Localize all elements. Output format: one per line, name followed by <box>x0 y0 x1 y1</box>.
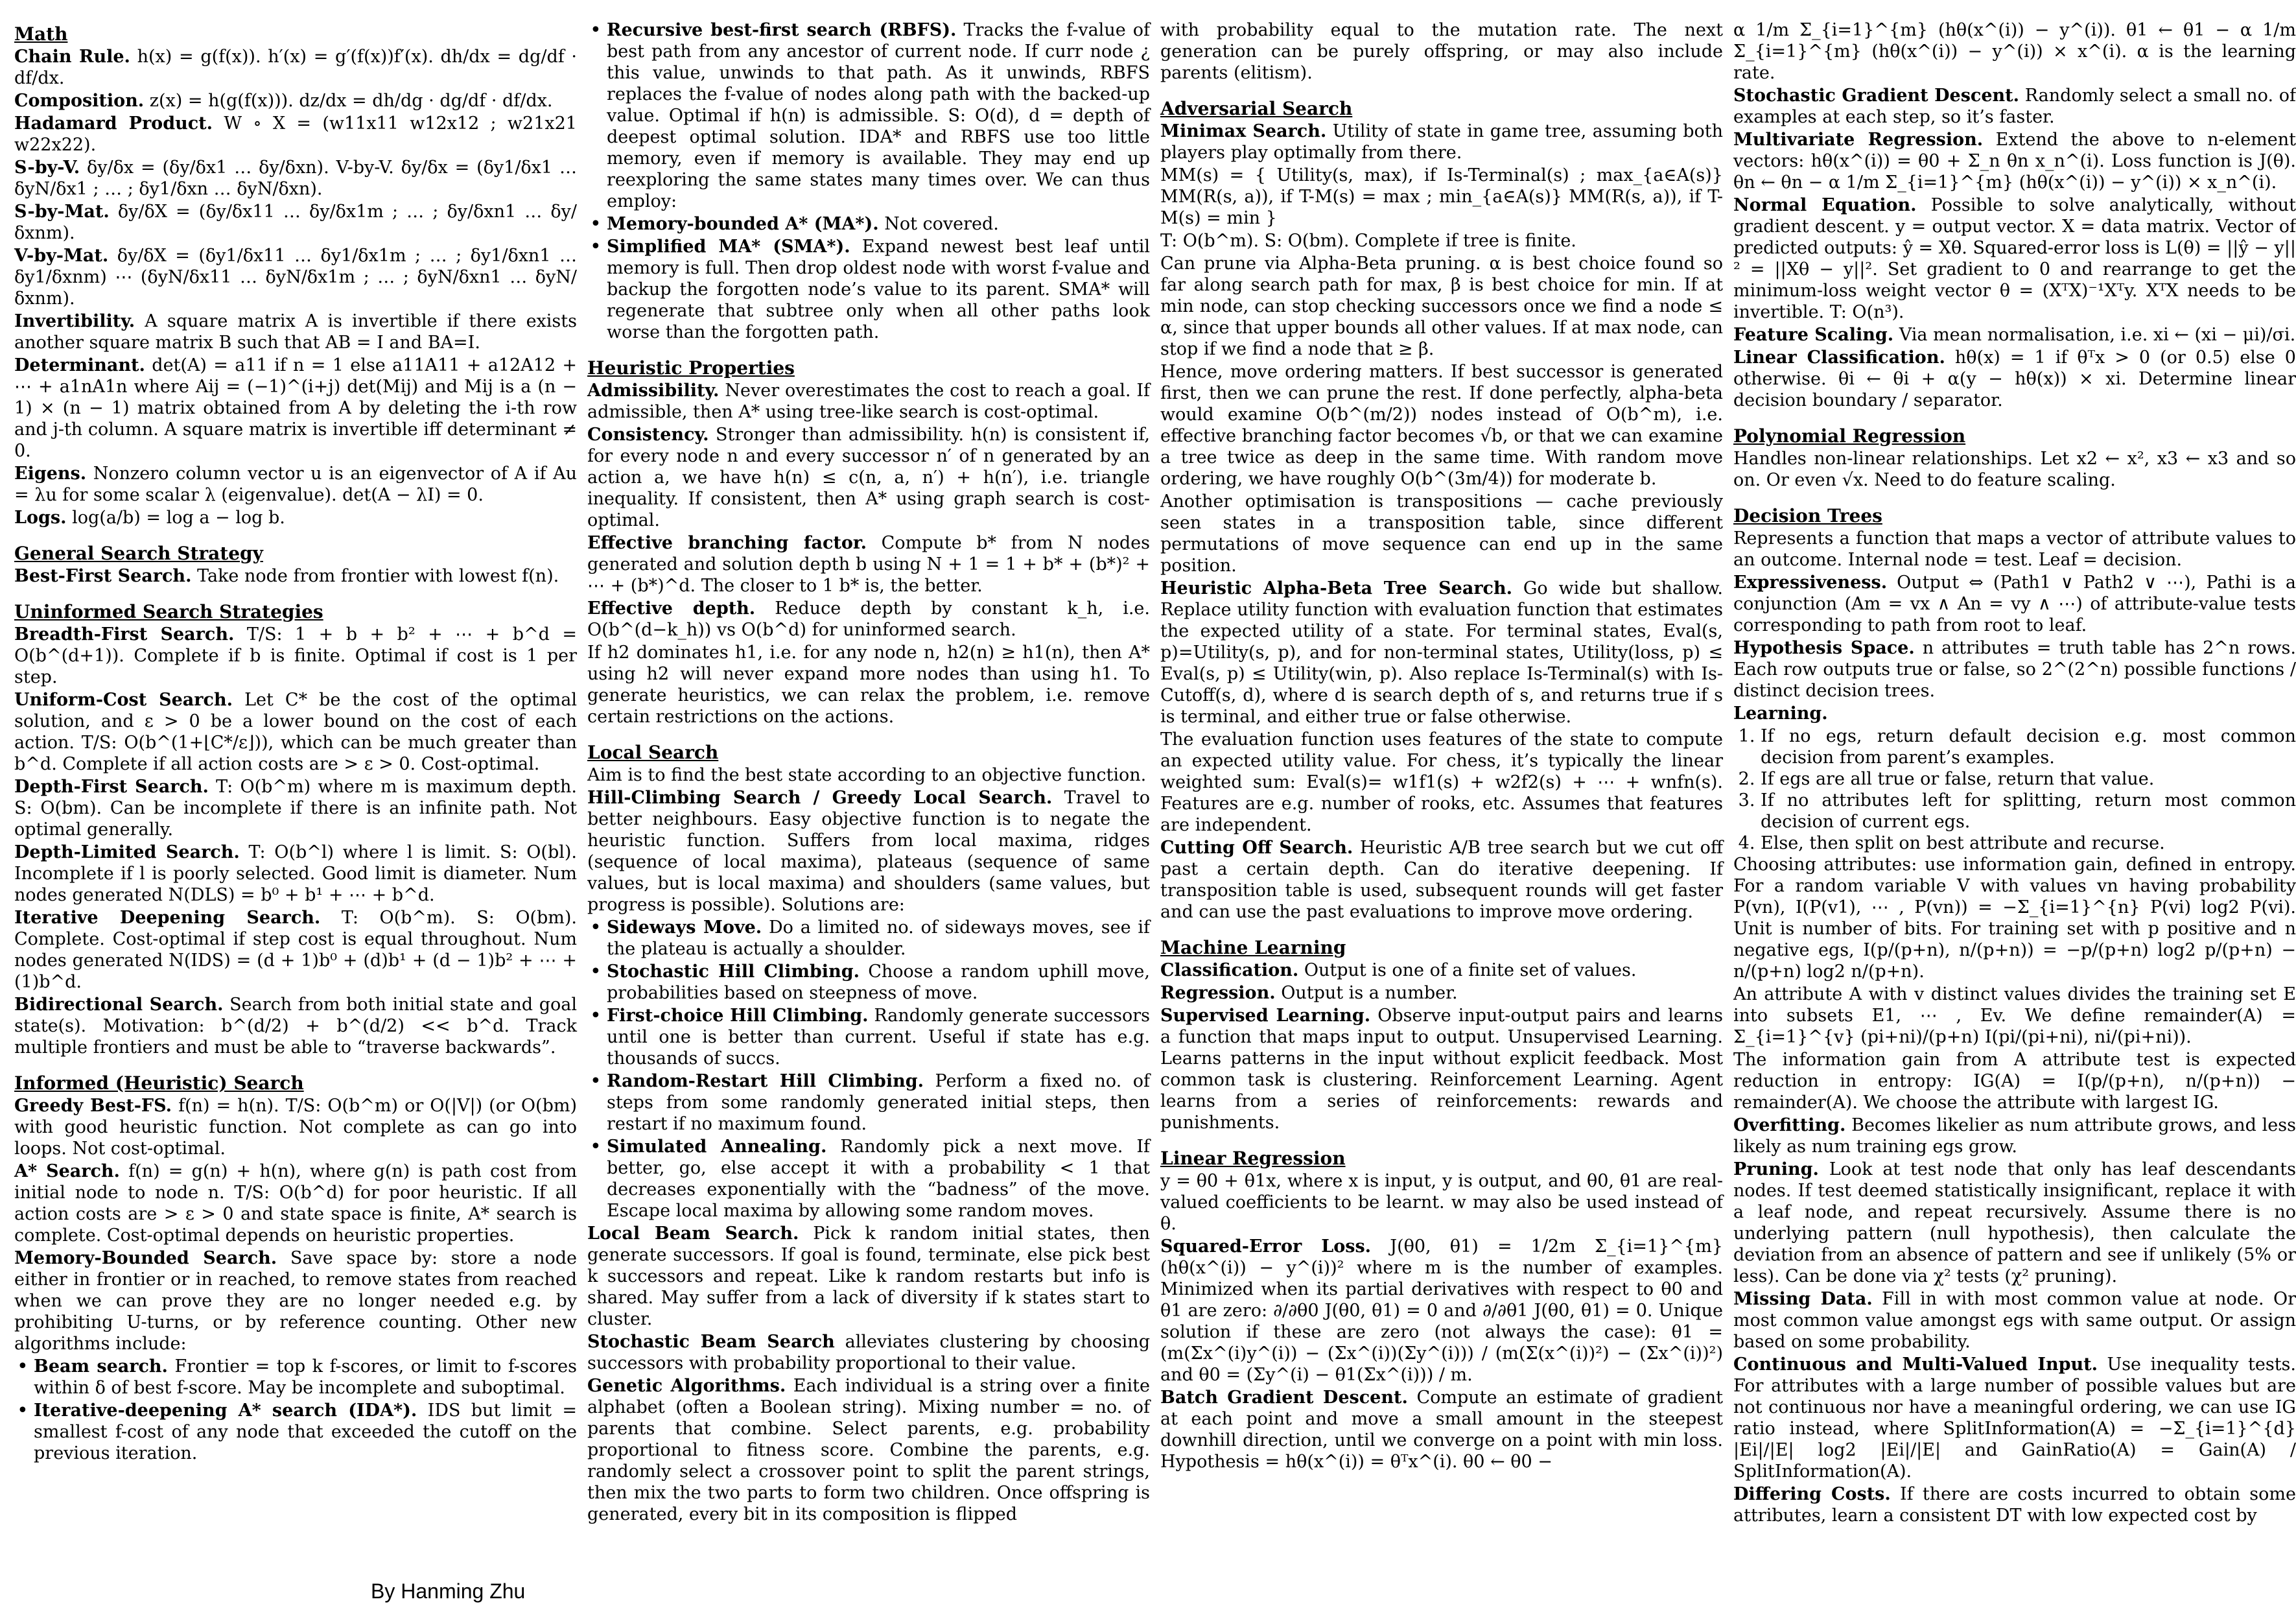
entry-body: δy/δX = (δy1/δx11 … δy1/δx1m ; … ; δy1/δxn1 … δy1/δxnm) ⋯ (δyN/δx11 … δyN/δx1m ; … ; δyN/δxn1 … δyN/δxnm). <box>14 246 577 309</box>
entry <box>1733 572 2296 636</box>
bullet-term: Memory-bounded A* (MA*). <box>607 214 879 234</box>
bullet-body: Tracks the f-value of best path from any ancestor of current node. If curr node ¿ this value, unwinds to that path. As it unwinds, RBFS replaces the f-value of nodes along path with the backed-up value. Optimal if h(n) is admissible. S: O(d), d = depth of deepest optimal solution. IDA* and RBFS use too little memory, even if memory is available. They may end up reexploring the same states many times over. We can thus employ: <box>607 20 1151 211</box>
entry-body: T: O(b^m). S: O(bm). Complete if tree is finite. <box>1160 231 1576 251</box>
entry-term: Feature Scaling. <box>1733 325 1894 345</box>
entry <box>587 764 1150 786</box>
entry-body: Never overestimates the cost to reach a goal. If admissible, then A* using tree-like search is cost-optimal. <box>587 381 1150 422</box>
section-heading: Local Search <box>587 742 719 763</box>
entry <box>1160 491 1723 576</box>
entry <box>14 113 577 156</box>
entry <box>14 46 577 89</box>
bullet-body: Frontier = top k f-scores, or limit to f-scores within δ of best f-score. May be incomplete and suboptimal. <box>34 1356 577 1398</box>
entry <box>1733 19 2296 84</box>
bullet-body: Perform a fixed no. of steps from some randomly generated initial steps, then restart if no maximum found. <box>607 1071 1150 1134</box>
entry <box>1160 230 1723 252</box>
numbered-step: 4. Else, then split on best attribute and recurse. <box>1761 833 2296 854</box>
entry-term: Uniform-Cost Search. <box>14 690 233 710</box>
bullet-item <box>607 917 1150 960</box>
entry-body: Pick k random initial states, then generate successors. If goal is found, terminate, else pick best k successors and repeat. Like k random restarts but info is shared. May suffer from a lack of diversity if k states start to cluster. <box>587 1224 1150 1329</box>
entry <box>1160 1236 1723 1386</box>
entry-body: alleviates clustering by choosing successors with probability proportional to their value. <box>587 1332 1150 1373</box>
entry-body: T: O(b^l) where l is limit. S: O(bl). Incomplete if l is poorly selected. Good limit is diameter. Num nodes generated N(DLS) = b⁰ + b¹ + ⋯ + b^d. <box>14 842 577 905</box>
entry <box>1160 361 1723 490</box>
entry-term: Local Beam Search. <box>587 1224 799 1244</box>
entry-body: Take node from frontier with lowest f(n). <box>197 566 559 586</box>
entry-body: Observe input-output pairs and learns a function that maps input to output. Unsupervised Learning. Learns patterns in the input without explicit feedback. Most common task is clustering. Reinforcement Learning. Agent learns from a series of reinforcements: rewards and punishments. <box>1160 1006 1723 1133</box>
bullet-item <box>607 1005 1150 1069</box>
entry-term: Stochastic Gradient Descent. <box>1733 86 2020 106</box>
entry-body: n attributes = truth table has 2^n rows. Each row outputs true or false, so 2^(2^n) possible functions / distinct decision trees. <box>1733 638 2296 701</box>
entry <box>14 994 577 1058</box>
bullet-item <box>607 1136 1150 1222</box>
entry <box>1733 347 2296 411</box>
entry-body: MM(s) = { Utility(s, max), if Is-Terminal(s) ; max_{a∈A(s)} MM(R(s, a)), if T-M(s) = max ; min_{a∈A(s)} MM(R(s, a)), if T-M(s) = min } <box>1160 165 1723 228</box>
section-heading: Heuristic Properties <box>587 357 795 379</box>
entry <box>1733 448 2296 491</box>
entry-body: Extend the above to n-element vectors: hθ(x^(i)) = θ0 + Σ_n θn x_n^(i). Loss function is J(θ). θn ← θn − α 1/m Σ_{i=1}^{m} (hθ(x^(i)) − y^(i)) × x_n^(i). <box>1733 130 2296 193</box>
entry-body: W ∘ X = (w11x11 w12x12 ; w21x21 w22x22). <box>14 113 577 155</box>
entry <box>14 624 577 688</box>
column-4 <box>1733 19 2296 1595</box>
section-heading: Decision Trees <box>1733 505 1882 526</box>
entry-body: Another optimisation is transpositions — cache previously seen states in a transposition table, since different permutations of move sequence can end up in the same position. <box>1160 491 1723 576</box>
bullet-term: Simplified MA* (SMA*). <box>607 237 850 257</box>
entry-body: Each individual is a string over a finite alphabet (often a Boolean string). Mixing number = no. of parents that combine. Select parents, e.g. probability proportional to fitness score. Combine the parents, e.g. randomly select a crossover point to split the parent strings, then mix the two parts to form two children. Once offspring is generated, every bit in its composition is flipped <box>587 1376 1150 1524</box>
entry <box>1160 1005 1723 1133</box>
entry-term: Iterative Deepening Search. <box>14 908 321 928</box>
entry-term: V-by-Mat. <box>14 246 109 266</box>
bullet-term: Sideways Move. <box>607 917 762 938</box>
section-heading: Machine Learning <box>1160 937 1346 958</box>
entry-body: f(n) = h(n). T/S: O(b^m) or O(|V|) (or O(bm) with good heuristic function. Not complete as can go into loops. Not cost-optimal. <box>14 1096 577 1159</box>
entry-body: Choosing attributes: use information gain, defined in entropy. For a random variable V with values vn having probability P(vn), I(P(v1), ⋯ , P(vn)) = −Σ_{i=1}^{n} P(vi) log2 P(vi). Unit is number of bits. For training set with p positive and n negative egs, I(p/(p+n), n/(p+n)) = −p/(p+n) log2 p/(p+n) − n/(p+n) log2 n/(p+n). <box>1733 855 2296 982</box>
entry-term: Squared-Error Loss. <box>1160 1236 1372 1257</box>
author-credit: By Hanming Zhu <box>371 1579 526 1603</box>
entry-term: Continuous and Multi-Valued Input. <box>1733 1354 2098 1375</box>
bullet-item <box>607 19 1150 212</box>
entry <box>1160 960 1723 981</box>
entry <box>1733 1049 2296 1113</box>
entry-body: The evaluation function uses features of the state to compute an expected utility value. For chess, it’s typically the linear weighted sum: Eval(s)= w1f1(s) + w2f2(s) + ⋯ + wnfn(s). Features are e.g. number of rooks, etc. Assumes that features are independent. <box>1160 729 1723 835</box>
entry-body: f(n) = g(n) + h(n), where g(n) is path cost from initial node to node n. T/S: O(b^d) for poor heuristic. If all action costs are > ε > 0 and state space is finite, A* search is complete. Cost-optimal depends on heuristic properties. <box>14 1161 577 1246</box>
entry-term: Depth-Limited Search. <box>14 842 240 862</box>
entry-body: Aim is to find the best state according to an objective function. <box>587 765 1147 785</box>
entry-body: An attribute A with v distinct values divides the training set E into subsets E1, ⋯ , Ev. We define remainder(A) = Σ_{i=1}^{v} (pi+ni)/(p+n) I(pi/(pi+ni), ni/(pi+ni)). <box>1733 984 2296 1047</box>
entry-body: Via mean normalisation, i.e. xi ← (xi − μi)/σi. <box>1899 325 2296 345</box>
bullet-body: Expand newest best leaf until memory is full. Then drop oldest node with worst f-value and backup the forgotten node’s value to its parent. SMA* will regenerate that subtree only when all other paths look worse than the forgotten path. <box>607 237 1150 342</box>
entry <box>587 1375 1150 1525</box>
entry <box>1733 129 2296 193</box>
bullet-term: Iterative-deepening A* search (IDA*). <box>34 1401 417 1421</box>
entry-term: S-by-Mat. <box>14 202 110 222</box>
entry <box>587 424 1150 531</box>
numbered-step: 3. If no attributes left for splitting, return most common decision of current egs. <box>1761 790 2296 833</box>
entry-term: Heuristic Alpha-Beta Tree Search. <box>1160 578 1513 598</box>
entry-term: Genetic Algorithms. <box>587 1376 786 1396</box>
entry-term: Bidirectional Search. <box>14 995 224 1015</box>
entry-body: Output is one of a finite set of values. <box>1304 960 1637 980</box>
entry-term: Best-First Search. <box>14 566 192 586</box>
numbered-step: 1. If no egs, return default decision e.g. most common decision from parent’s examples. <box>1761 726 2296 768</box>
entry-term: Composition. <box>14 91 145 111</box>
bullet-term: Simulated Annealing. <box>607 1137 827 1157</box>
bullet-term: Random-Restart Hill Climbing. <box>607 1071 924 1091</box>
section-heading: Polynomial Regression <box>1733 425 1966 447</box>
bullet-term: Recursive best-first search (RBFS). <box>607 20 957 40</box>
entry <box>1733 1115 2296 1157</box>
entry-term: Hypothesis Space. <box>1733 638 1915 658</box>
entry <box>1733 85 2296 128</box>
column-2 <box>587 19 1150 1595</box>
entry <box>14 311 577 353</box>
entry-body: with probability equal to the mutation rate. The next generation can be purely offspring, or may also include parents (elitism). <box>1160 20 1723 83</box>
entry-body: Utility of state in game tree, assuming both players play optimally from there. <box>1160 121 1723 163</box>
numbered-step: 2. If egs are all true or false, return that value. <box>1761 768 2296 790</box>
entry <box>1160 19 1723 84</box>
column-1 <box>14 19 577 1595</box>
entry <box>1733 1354 2296 1482</box>
entry-body: If h2 dominates h1, i.e. for any node n, h2(n) ≥ h1(n), then A* using h2 will never expand more nodes than using h1. To generate heuristics, we can relax the problem, i.e. remove certain restrictions on the actions. <box>587 643 1150 727</box>
entry-term: Missing Data. <box>1733 1289 1873 1309</box>
entry-body: δy/δx = (δy/δx1 … δy/δxn). V-by-V. δy/δx = (δy1/δx1 … δyN/δx1 ; … ; δy1/δxn … δyN/δxn). <box>14 158 577 199</box>
entry-body: Stronger than admissibility. h(n) is consistent if, for every node n and every successor n′ of n generated by an action a, we have h(n) ≤ c(n, a, n′) + h(n′), i.e. triangle inequality. If consistent, then A* using graph search is cost-optimal. <box>587 425 1150 530</box>
entry <box>14 201 577 244</box>
entry-term: Chain Rule. <box>14 47 130 67</box>
entry-body: Search from both initial state and goal state(s). Motivation: b^(d/2) + b^(d/2) << b^d. Track multiple frontiers and must be able to “traverse backwards”. <box>14 995 577 1058</box>
entry-term: Determinant. <box>14 355 145 375</box>
entry <box>1160 982 1723 1004</box>
entry-body: The information gain from A attribute test is expected reduction in entropy: IG(A) = I(p/(p+n), n/(p+n)) − remainder(A). We choose the attribute with largest IG. <box>1733 1050 2296 1113</box>
entry-body: A square matrix A is invertible if there exists another square matrix B such that AB = I and BA=I. <box>14 311 577 353</box>
numbered-list <box>1733 726 2296 854</box>
section-heading: Math <box>14 23 68 45</box>
entry-body: Output ⇔ (Path1 ∨ Path2 ∨ ⋯), Pathi is a conjunction (Am = vx ∧ An = vy ∧ ⋯) of attribute-value tests corresponding to path from root to leaf. <box>1733 573 2296 635</box>
bullet-list <box>587 19 1150 343</box>
bullet-term: Beam search. <box>34 1356 168 1377</box>
entry-body: Becomes likelier as num attribute grows, and less likely as num training egs grow. <box>1733 1115 2296 1157</box>
bullet-item <box>34 1356 577 1399</box>
entry-term: Admissibility. <box>587 381 720 401</box>
entry-term: Minimax Search. <box>1160 121 1327 141</box>
section-heading: Linear Regression <box>1160 1148 1346 1169</box>
entry <box>14 157 577 200</box>
entry-body: If there are costs incurred to obtain some attributes, learn a consistent DT with low expected cost by <box>1733 1484 2296 1526</box>
entry-term: Overfitting. <box>1733 1115 1846 1135</box>
entry <box>14 355 577 462</box>
bullet-item <box>34 1400 577 1464</box>
entry-body: Possible to solve analytically, without gradient descent. y = output vector. X = data matrix. Vector of predicted outputs: ŷ = Xθ. Squared-error loss is L(θ) = ||ŷ − y||² = ||Xθ − y||². Set gradient to 0 and rearrange to get the minimum-loss weight vector θ = (XᵀX)⁻¹Xᵀy. XᵀX needs to be invertible. T: O(n³). <box>1733 195 2296 322</box>
entry-body: α 1/m Σ_{i=1}^{m} (hθ(x^(i)) − y^(i)). θ1 ← θ1 − α 1/m Σ_{i=1}^{m} (hθ(x^(i)) − y^(i)) × x^(i). α is the learning rate. <box>1733 20 2296 83</box>
entry <box>1733 984 2296 1048</box>
entry-body: hθ(x) = 1 if θᵀx > 0 (or 0.5) else 0 otherwise. θi ← θi + α(y − hθ(x)) × xi. Determine linear decision boundary / separator. <box>1733 348 2296 410</box>
entry <box>1733 1288 2296 1353</box>
entry-body: Travel to better neighbours. Easy objective function is to negate the heuristic function. Suffers from local maxima, ridges (sequence of local maxima), plateaus (sequence of same values, but is local maxima) and shoulders (same values, but progress is possible). Solutions are: <box>587 788 1150 915</box>
entry-term: Hadamard Product. <box>14 113 213 134</box>
entry <box>14 842 577 906</box>
bullet-item <box>607 961 1150 1004</box>
entry-body: log(a/b) = log a − log b. <box>72 508 285 528</box>
entry-body: Randomly select a small no. of examples at each step, so it’s faster. <box>1733 86 2296 127</box>
entry-term: Invertibility. <box>14 311 135 331</box>
entry-term: Supervised Learning. <box>1160 1006 1371 1026</box>
bullet-body: Randomly pick a next move. If better, go, else accept it with a probability < 1 that decreases exponentially with the “badness” of the move. Escape local maxima by allowing some random moves. <box>607 1137 1150 1221</box>
entry <box>587 380 1150 423</box>
entry <box>587 787 1150 916</box>
entry <box>1733 195 2296 323</box>
entry-term: Hill-Climbing Search / Greedy Local Search. <box>587 788 1053 808</box>
entry <box>587 532 1150 597</box>
entry-body: Compute an estimate of gradient at each point and move a small amount in the steepest downhill direction, until we converge on a point with min loss. Hypothesis = hθ(x^(i)) = θᵀx^(i). θ0 ← θ0 − <box>1160 1388 1724 1472</box>
entry-term: A* Search. <box>14 1161 120 1181</box>
entry <box>1160 729 1723 836</box>
entry <box>14 565 577 587</box>
entry <box>1160 578 1723 727</box>
entry-body: Save space by: store a node either in frontier or in reached, to remove states from reached when we can prove they are no longer needed e.g. by prohibiting U-turns, or by reference counting. Other new algorithms include: <box>14 1248 577 1354</box>
entry <box>14 245 577 309</box>
entry-body: T: O(b^m) where m is maximum depth. S: O(bm). Can be incomplete if there is an infinite path. Not optimal generally. <box>14 777 577 840</box>
entry <box>587 1331 1150 1374</box>
column-3 <box>1160 19 1723 1595</box>
entry-body: Heuristic A/B tree search but we cut off past a certain depth. Can do iterative deepening. If transposition table is used, subsequent rounds will get faster and can use the past evaluations to improve move ordering. <box>1160 838 1723 922</box>
entry-term: Stochastic Beam Search <box>587 1332 835 1352</box>
entry <box>1160 837 1723 923</box>
entry <box>587 598 1150 641</box>
section-heading: General Search Strategy <box>14 543 263 564</box>
entry-term: Normal Equation. <box>1733 195 1917 215</box>
entry-body: Let C* be the cost of the optimal solution, and ε > 0 be a lower bound on the cost of each action. T/S: O(b^(1+⌊C*/ε⌋)), which can be much greater than b^d. Complete if all action costs are > ε > 0. Cost-optimal. <box>14 690 577 774</box>
bullet-list <box>14 1356 577 1464</box>
entry <box>14 463 577 506</box>
entry-term: Pruning. <box>1733 1159 1819 1179</box>
entry <box>1160 1387 1723 1472</box>
entry-term: Expressiveness. <box>1733 573 1888 593</box>
entry-body: det(A) = a11 if n = 1 else a11A11 + a12A12 + ⋯ + a1nA1n where Aij = (−1)^(i+j) det(Mij) and Mij is a (n − 1) × (n − 1) matrix obtained from A by deleting the i-th row and j-th column. A square matrix is invertible iff determinant ≠ 0. <box>14 355 577 461</box>
entry <box>1160 253 1723 360</box>
section-heading: Adversarial Search <box>1160 98 1353 119</box>
entry <box>1733 703 2296 724</box>
entry-body: Handles non-linear relationships. Let x2 ← x², x3 ← x3 and so on. Or even √x. Need to do feature scaling. <box>1733 449 2296 490</box>
entry <box>14 1161 577 1246</box>
entry-body: Nonzero column vector u is an eigenvector of A if Au = λu for some scalar λ (eigenvalue). det(A − λI) = 0. <box>14 464 577 505</box>
entry <box>14 689 577 775</box>
bullet-item <box>607 236 1150 343</box>
entry-body: Hence, move ordering matters. If best successor is generated first, then we can prune the rest. If done perfectly, alpha-beta would examine O(b^(m/2)) nodes instead of O(b^m), i.e. effective branching factor becomes √b, or that we can examine a tree twice as deep in the same time. With random move ordering, we have roughly O(b^(3m/4)) for moderate b. <box>1160 362 1723 489</box>
entry-term: Consistency. <box>587 425 709 445</box>
bullet-body: Choose a random uphill move, probabilities based on steepness of move. <box>607 962 1150 1003</box>
entry <box>14 1095 577 1159</box>
entry-body: Reduce depth by constant k_h, i.e. O(b^(d−k_h)) vs O(b^d) for uninformed search. <box>587 598 1150 640</box>
entry-body: Fill in with most common value at node. Or most common value amongst egs with same output. Or assign based on some probability. <box>1733 1289 2296 1352</box>
entry-term: Eigens. <box>14 464 87 484</box>
bullet-list <box>587 917 1150 1222</box>
section-heading: Uninformed Search Strategies <box>14 601 323 622</box>
bullet-body: IDS but limit = smallest f-cost of any node that exceeded the cutoff on the previous iteration. <box>34 1401 577 1463</box>
bullet-body: Randomly generate successors until one is better than current. Useful if state has e.g. thousands of succs. <box>607 1006 1151 1069</box>
entry-body: T/S: 1 + b + b² + ⋯ + b^d = O(b^(d+1)). Complete if b is finite. Optimal if cost is 1 per step. <box>14 624 577 687</box>
entry-body: Use inequality tests. For attributes with a large number of possible values but are not continuous nor have a meaningful ordering, we can use IG ratio instead, where SplitInformation(A) = −Σ_{i=1}^{d} |Ei|/|E| log2 |Ei|/|E| and GainRatio(A) = Gain(A) / SplitInformation(A). <box>1733 1354 2296 1482</box>
entry-term: Learning. <box>1733 704 1828 724</box>
entry-term: Multivariate Regression. <box>1733 130 1984 150</box>
entry-body: y = θ0 + θ1x, where x is input, y is output, and θ0, θ1 are real-valued coefficients to be learnt. w may also be used instead of θ. <box>1160 1171 1723 1234</box>
entry-body: Represents a function that maps a vector of attribute values to an outcome. Internal node = test. Leaf = decision. <box>1733 528 2296 570</box>
entry <box>1733 324 2296 346</box>
entry <box>1160 121 1723 163</box>
entry-body: T: O(b^m). S: O(bm). Complete. Cost-optimal if step cost is equal throughout. Num nodes generated N(IDS) = (d + 1)b⁰ + (d)b¹ + (d − 1)b² + ⋯ + (1)b^d. <box>14 908 577 992</box>
entry-body: δy/δX = (δy/δx11 … δy/δx1m ; … ; δy/δxn1 … δy/δxnm). <box>14 202 577 243</box>
entry <box>1733 528 2296 571</box>
entry-term: Classification. <box>1160 960 1299 980</box>
bullet-item <box>607 213 1150 235</box>
entry <box>1733 1159 2296 1287</box>
entry-body: h(x) = g(f(x)). h′(x) = g′(f(x))f′(x). dh/dx = dg/df · df/dx. <box>14 47 578 88</box>
entry-term: Effective depth. <box>587 598 756 619</box>
entry <box>587 1223 1150 1330</box>
entry-body: z(x) = h(g(f(x))). dz/dx = dh/dg · dg/df · df/dx. <box>149 91 553 111</box>
entry <box>587 642 1150 727</box>
entry-body: J(θ0, θ1) = 1/2m Σ_{i=1}^{m} (hθ(x^(i)) − y^(i))² where m is the number of examples. Minimized when its partial derivatives with respect to θ0 and θ1 are zero: ∂/∂θ0 J(θ0, θ1) = 0 and ∂/∂θ1 J(θ0, θ1) = 0. Unique solution if these are zero (not always the case): θ1 = (m(Σx^(i)y^(i)) − (Σx^(i))(Σy^(i))) / (m(Σ(x^(i))²) − (Σx^(i))²) and θ0 = (Σy^(i) − θ1(Σx^(i))) / m. <box>1160 1236 1723 1385</box>
bullet-body: Not covered. <box>884 214 999 234</box>
bullet-term: First-choice Hill Climbing. <box>607 1006 869 1026</box>
entry-term: Effective branching factor. <box>587 533 867 553</box>
entry-body: Compute b* from N nodes generated and solution depth b using N + 1 = 1 + b* + (b*)² + ⋯ + (b*)^d. The closer to 1 b* is, the better. <box>587 533 1151 596</box>
bullet-body: Do a limited no. of sideways moves, see if the plateau is actually a shoulder. <box>607 917 1150 959</box>
entry <box>1733 1484 2296 1526</box>
entry-term: Logs. <box>14 508 67 528</box>
entry-term: Greedy Best-FS. <box>14 1096 172 1116</box>
entry-term: Depth-First Search. <box>14 777 209 797</box>
entry-body: Output is a number. <box>1281 983 1458 1003</box>
entry-term: Differing Costs. <box>1733 1484 1891 1504</box>
entry-term: Breadth-First Search. <box>14 624 235 644</box>
bullet-term: Stochastic Hill Climbing. <box>607 962 860 982</box>
entry-body: Can prune via Alpha-Beta pruning. α is best choice found so far along search path for max, β is best choice for min. If at min node, can stop checking successors once we find a node ≤ α, since that upper bounds all other values. If at max node, can stop if we find a node that ≥ β. <box>1160 254 1723 359</box>
section-heading: Informed (Heuristic) Search <box>14 1072 304 1094</box>
entry <box>14 507 577 528</box>
entry-term: Linear Classification. <box>1733 348 1945 368</box>
entry <box>1733 854 2296 982</box>
entry-term: Cutting Off Search. <box>1160 838 1353 858</box>
entry <box>14 90 577 112</box>
entry <box>14 1247 577 1354</box>
entry-term: Memory-Bounded Search. <box>14 1248 277 1268</box>
entry <box>1160 165 1723 229</box>
entry-term: Regression. <box>1160 983 1276 1003</box>
entry <box>1733 637 2296 702</box>
entry <box>14 776 577 840</box>
bullet-item <box>607 1070 1150 1135</box>
entry <box>14 907 577 993</box>
entry-body: Go wide but shallow. Replace utility function with evaluation function that estimates the expected utility of a state. For terminal states, Eval(s, p)=Utility(s, p), and for non-terminal states, Utility(loss, p) ≤ Eval(s, p) ≤ Utility(win, p). Also replace Is-Terminal(s) with Is-Cutoff(s, d), where d is search depth of s, and returns true if s is terminal, and either true or false otherwise. <box>1160 578 1723 727</box>
entry-term: S-by-V. <box>14 158 80 178</box>
entry-body: Look at test node that only has leaf descendants nodes. If test deemed statistically insignificant, replace it with a leaf node, and repeat recursively. Assume there is no underlying pattern (null hypothesis), then calculate the deviation from an absence of pattern and see if unlikely (5% or less). Can be done via χ² tests (χ² pruning). <box>1733 1159 2296 1286</box>
entry <box>1160 1170 1723 1235</box>
entry-term: Batch Gradient Descent. <box>1160 1388 1408 1408</box>
